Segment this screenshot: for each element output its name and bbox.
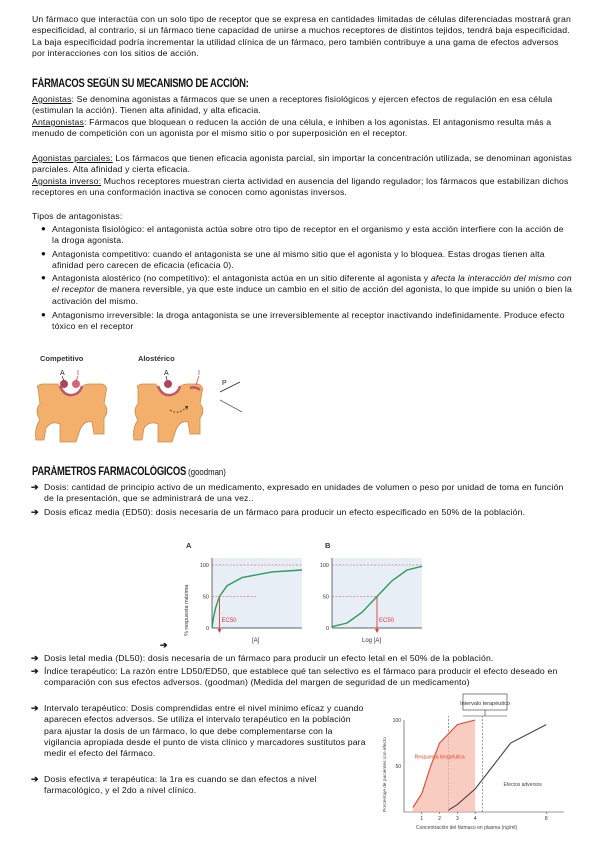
series-label-adversos: Efectos adversos [503, 782, 542, 789]
y-tick-label: 50 [322, 594, 329, 601]
agonist-mark [60, 380, 68, 388]
y-tick-label: 0 [325, 626, 329, 632]
label-P: P [222, 380, 227, 387]
item-efectiva: Dosis efectiva ≠ terapéutica: la 1ra es cuando se dan efectos a nivel farmacológico, y el 2do a nivel clínico. [44, 774, 317, 796]
x-tick-label: 3 [455, 816, 459, 822]
bullet-icon: ● [41, 249, 46, 258]
y-tick-label: 50 [202, 594, 209, 601]
bullet-competitivo: Antagonista competitivo: cuando el antagonista se une al mismo sitio que el agonista y lo bloquea. Estas drogas tienen alta afinidad pero carecen de eficacia (eficacia 0). [52, 249, 545, 271]
agonist-mark-alosterico [164, 380, 172, 388]
dose-response-charts [160, 536, 460, 646]
bullet-irreversible: Antagonismo irreversible: la droga antagonista se une irreversiblemente al receptor inactivando indefinidamente. Produce efecto tóxico en el receptor [52, 310, 565, 332]
item-ed50: Dosis eficaz media (ED50): dosis necesaria de un fármaco para producir un efecto especificado en 50% de la población. [44, 507, 526, 517]
section-title-parametros [32, 466, 226, 478]
receptor-diagram [30, 348, 260, 448]
def-inverso-text: Muchos receptores muestran cierta actividad en ausencia del ligando regulador; los fármacos que estabilizan dichos receptores en una conformación inactiva se conocen como agonistas inversos. [32, 176, 569, 198]
label-A-competitivo: A [60, 370, 65, 377]
bullet-fisiologico: Antagonista fisiológico: el antagonista actúa sobre otro tipo de receptor en el organismo y esta acción interfiere con la acción de la droga agonista. [52, 224, 564, 246]
chart-A-panel-label: A [186, 541, 192, 550]
def-parciales-text: Los fármacos que tienen eficacia agonista parcial, sin importar la concentración utilizada, se denominan agonistas parciales. Alta afinidad y cierta eficacia. [32, 153, 572, 175]
item-intervalo: Intervalo terapéutico: Dosis comprendidas entre el nivel mínimo eficaz y cuando aparecen efectos adversos. Se utiliza el intervalo terapéutico en la población para ajustar la dosis de un fármaco, lo que debe complementarse con la vigilancia apropiada desde el punto de vista clínico y marcadores sustitutos para medir el efecto del fármaco. [44, 703, 366, 759]
y-tick-label: 100 [392, 718, 401, 724]
item-dl50: Dosis letal media (DL50): dosis necesaria de un fármaco para producir un efecto letal en el 50% de la población. [44, 653, 494, 663]
alosterico-text-c: de manera reversible, ya que este induce un cambio en el sitio de acción del agonista, lo que impide su unión o bien la activación del mismo. [52, 284, 572, 306]
label-alosterico: Alostérico [138, 354, 175, 363]
chart-A-ylabel: % respuesta máxima [184, 584, 190, 636]
receptor-competitivo-shape [36, 384, 108, 442]
label-I-competitivo: I [77, 370, 79, 377]
y-tick-label: 100 [319, 563, 329, 569]
y-tick-label: 100 [199, 563, 209, 569]
antagonist-mark [72, 380, 80, 388]
therapeutic-fill [413, 720, 475, 812]
chart3-xlabel: Concentración del fármaco en plasma (ng/ml) [416, 825, 518, 831]
receptor-alosterico-shape [134, 384, 204, 442]
arrow-icon: ➔ [31, 482, 39, 492]
label-competitivo: Competitivo [40, 354, 84, 363]
x-tick-label: 8 [544, 816, 548, 822]
def-antagonistas-text: : Fármacos que bloquean o reducen la acción de una célula, e inhiben a los agonistas. El antagonismo resulta más a menudo de competición con un agonista por el mismo sitio o por superposición en el receptor. [32, 117, 552, 139]
bullet-icon: ● [41, 224, 46, 233]
def-agonistas-text: : Se denomina agonistas a fármacos que se unen a receptores fisiológicos y ejercen efectos de regulación en esa célula (estimulan la acción). Tienen alta afinidad, y alta eficacia. [32, 94, 553, 116]
term-inverso: Agonista inverso: [32, 176, 102, 186]
item-dosis: Dosis: cantidad de principio activo de un medicamento, expresado en unidades de volumen o peso por unidad de toma en función de la presentación, que se administrará de una vez.. [44, 482, 564, 504]
chart-B-xlabel: Log [A] [362, 638, 382, 644]
ec50-arrow [375, 629, 379, 633]
y-tick-label: 0 [205, 626, 209, 632]
parametros-title-sub: (goodman) [185, 467, 226, 478]
arrow-icon: ➔ [31, 774, 39, 784]
x-tick-label: 4 [473, 816, 477, 822]
def-agonistas [32, 94, 572, 117]
x-tick-label: 1 [420, 816, 424, 822]
label-A-alosterico: A [164, 370, 169, 377]
arrow-icon: ➔ [31, 666, 39, 676]
tipos-antagonistas-label: Tipos de antagonistas: [32, 211, 123, 221]
arrow-icon: ➔ [31, 653, 39, 663]
bullet-icon: ● [41, 273, 46, 282]
therapeutic-window-chart [376, 692, 572, 832]
series-label-terapeutica: Respuesta terapéutica [414, 754, 465, 761]
term-antagonistas: Antagonistas [32, 117, 85, 127]
arrow-icon: ➔ [31, 703, 39, 713]
arrow-icon: ➔ [31, 507, 39, 517]
def-agonistas-parciales [32, 153, 572, 176]
def-agonista-inverso [32, 176, 572, 199]
label-I-alosterico: I [198, 370, 200, 377]
item-indice: Índice terapéutico: La razón entre LD50/ED50, que establece qué tan selectivo es el fármaco para producir el efecto deseado en comparación con sus efectos adversos. (goodman) (Medida del margen de seguridad de un medicamento) [44, 666, 558, 688]
chart3-ylabel: Porcentaje de pacientes con efecto [383, 737, 388, 812]
alosterico-text-a: Antagonista alostérico (no competitivo): el antagonista actúa en un sitio diferente al agonista y [52, 273, 431, 283]
alosterico-text-italic: afecta la interacción del mismo con el receptor [52, 273, 572, 295]
intro-paragraph: Un fármaco que interactúa con un solo tipo de receptor que se expresa en cantidades limitadas de células diferenciadas mostrará gran especificidad, al contrario, si un fármaco tiene capacidad de unirse a muchos receptores de distintos tejidos, tendrá baja especificidad. La baja especificidad podría incrementar la utilidad clínica de un fármaco, pero también contribuye a una gama de efectos adversos por interacciones con los sitios de acción. [32, 14, 571, 58]
term-agonistas: Agonistas [32, 94, 72, 104]
y-tick-label: 50 [395, 764, 401, 770]
bullet-icon: ● [41, 310, 46, 319]
ec50-label: EC50 [221, 618, 237, 624]
chart-3 [393, 716, 564, 822]
term-parciales: Agonistas parciales: [32, 153, 113, 163]
ec50-label: EC50 [379, 618, 395, 624]
ec50-arrow [218, 629, 222, 633]
chart-A-xlabel: [A] [252, 638, 260, 644]
bullet-alosterico [52, 273, 572, 307]
chart3-title: Intervalo terapéutico [460, 701, 510, 707]
section-title-mecanismo: FÁRMACOS SEGÚN SU MECANISMO DE ACCIÓN: [32, 78, 249, 90]
parametros-title-text: PARÁMETROS FARMACOLÓGICOS [32, 466, 186, 478]
arrow-icon: ➔ [160, 640, 168, 650]
def-antagonistas [32, 117, 572, 140]
x-tick-label: 2 [438, 816, 441, 822]
chart-B-panel-label: B [325, 541, 331, 550]
